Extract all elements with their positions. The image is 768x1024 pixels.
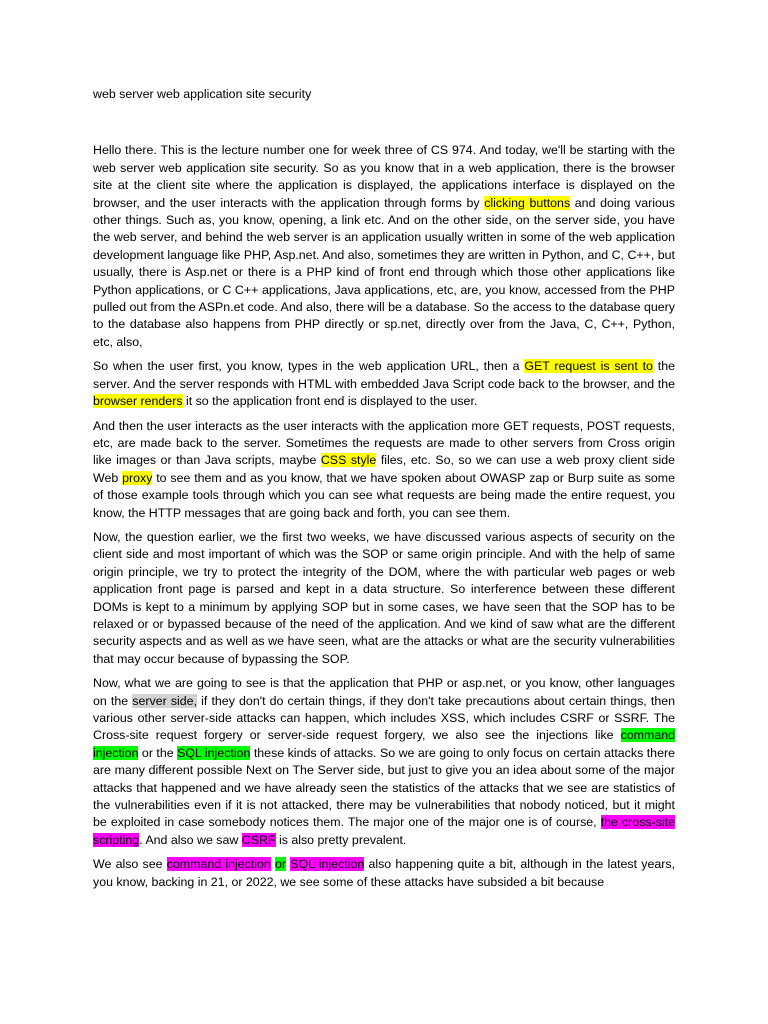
paragraph — [93, 418, 675, 522]
text-run: also happening quite a bit, although in the latest years, you know, backing in 21, or 2022, we see some of these attacks have subsided a bit because — [93, 857, 676, 889]
highlighted-text: SQL injection — [290, 857, 365, 872]
text-run: Now, what we are going to see is that the application that PHP or asp.net, or you know, other languages on the — [93, 676, 675, 708]
text-run: Now, the question earlier, we the first two weeks, we have discussed various aspects of security on the client side and most important of which was the SOP or same origin principle. And with the help of same origin principle, we try to protect the integrity of the DOM, where the with particular web pages or web application front page is parsed and kept in a data structure. So interference between these different DOMs is kept to a minimum by applying SOP but in some cases, we have seen that the SOP has to be relaxed or or bypassed because of the need of the application. And we kind of saw what are the different security aspects and as well as we have seen, what are the attacks or what are the security vulnerabilities that may occur because of bypassing the SOP. — [93, 529, 675, 666]
paragraph — [93, 358, 675, 410]
highlighted-text: CSS style — [320, 453, 377, 468]
text-run: files, etc. So, so we can use a web proxy client side Web — [93, 453, 675, 485]
text-run: . And also we saw — [139, 832, 242, 847]
highlighted-text: or — [275, 857, 287, 872]
document-body — [93, 142, 675, 891]
highlighted-text: command injection — [166, 857, 271, 872]
text-run: to see them and as you know, that we have spoken about OWASP zap or Burp suite as some of those example tools through which you can see what requests are being made the entire request, you know, the HTTP messages that are going back and forth, you can see them. — [93, 470, 675, 520]
text-run: is also pretty prevalent. — [275, 832, 407, 847]
paragraph — [93, 856, 675, 891]
text-run: We also see — [93, 857, 167, 872]
text-run: and doing various other things. Such as, you know, opening, a link etc. And on the other side, on the server side, you have the web server, and behind the web server is an application usually written in some of the web application development language like PHP, Asp.net. And also, sometimes they are written in Python, and C, C++, but usually, there is Asp.net or there is a PHP kind of front end through which those other applications like Python applications, or C C++ applications, Java applications, etc, are, you know, accessed from the PHP pulled out from the ASPn.et code. And also, there will be a database. So the access to the database query to the database also happens from PHP directly or sp.net, directly over from the Java, C, C++, Python, etc, also, — [93, 195, 675, 349]
highlighted-text: SQL injection — [177, 745, 251, 760]
highlighted-text: server side, — [132, 693, 198, 708]
highlighted-text: proxy — [122, 470, 153, 485]
highlighted-text: the cross-site scripting — [93, 815, 675, 847]
highlighted-text: command injection — [93, 728, 675, 760]
document-title: web server web application site security — [93, 87, 312, 101]
text-run: So when the user first, you know, types in the web application URL, then a — [93, 359, 525, 374]
text-run: Hello there. This is the lecture number one for week three of CS 974. And today, we'll be starting with the web server web application site security. So as you know that in a web application, there is the browser site at the client site where the application is displayed, the applications interface is displayed on the browser, and the user interacts with the application through forms by — [93, 143, 675, 210]
document-page — [93, 86, 675, 898]
text-run: if they don't do certain things, if they don't take precautions about certain things, then various other server-side attacks can happen, which includes XSS, which includes CSRF or SSRF. The Cross-site request forgery or server-side request forgery, we also see the injections like — [93, 693, 675, 743]
paragraph — [93, 529, 675, 668]
text-run: the server. And the server responds with HTML with embedded Java Script code back to the browser, and the — [93, 359, 675, 391]
paragraph — [93, 142, 675, 351]
text-run: or the — [138, 745, 178, 760]
highlighted-text: clicking buttons — [484, 195, 571, 210]
highlighted-text: GET request is sent to — [524, 359, 653, 374]
paragraph — [93, 675, 675, 849]
highlighted-text: browser renders — [93, 394, 183, 409]
text-run: these kinds of attacks. So we are going to only focus on certain attacks there are many different possible Next on The Server side, but just to give you an idea about some of the major attacks that happened and we have already seen the statistics of the attacks that we see are statistics of the vulnerabilities even if it is not attacked, there may be vulnerabilities that nobody noticed, but it might be exploited in case somebody notices them. The major one of the major one is of course, — [93, 745, 675, 830]
text-run: And then the user interacts as the user interacts with the application more GET requests, POST requests, etc, are made back to the server. Sometimes the requests are made to other servers from Cross origin like images or than Java scripts, maybe — [93, 418, 675, 468]
text-run: it so the application front end is displayed to the user. — [182, 394, 478, 409]
highlighted-text: CSRF — [241, 832, 276, 847]
